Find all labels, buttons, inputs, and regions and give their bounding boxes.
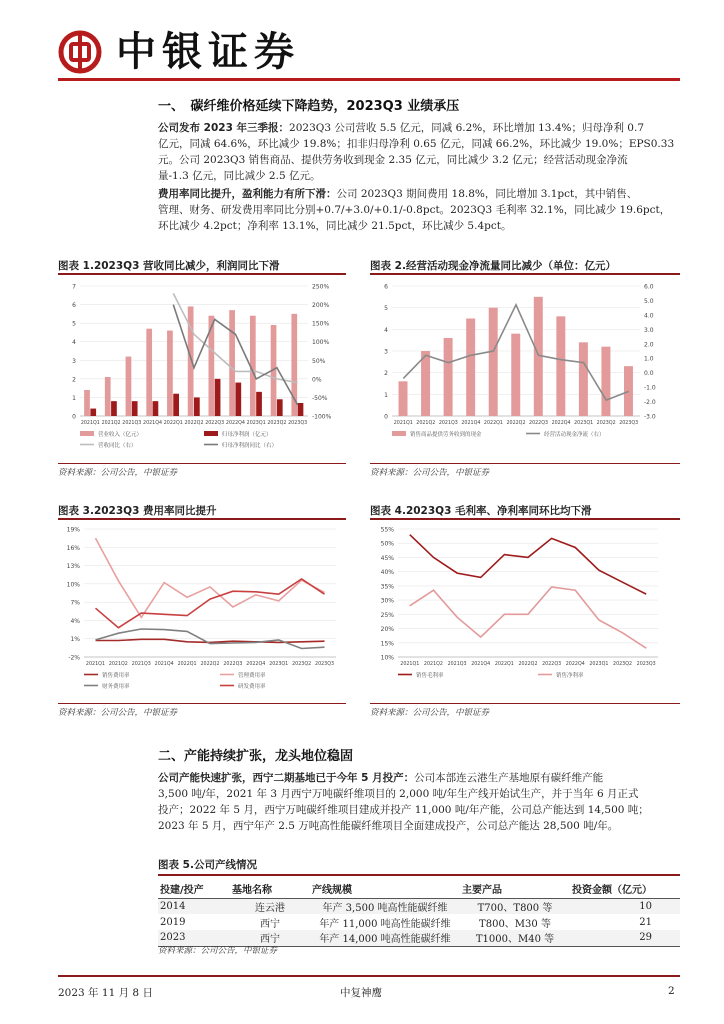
legend-label: 归母净利润（亿元） (222, 432, 272, 438)
x-tick-label: 2022Q2 (518, 662, 538, 667)
figure-5-title: 图表 5.公司产线情况 (158, 859, 257, 871)
y2-tick-label: 200% (312, 302, 330, 310)
bar (173, 394, 179, 416)
figure-2-title: 图表 2.经营活动现金净流量同比减少（单位：亿元） (370, 260, 616, 272)
y-tick-label: 20% (380, 626, 394, 634)
bar (277, 399, 283, 416)
legend-label: 归母净利润同比（右） (222, 443, 278, 449)
table-cell: 2019 (160, 916, 186, 928)
paragraph-q3-report (158, 120, 678, 184)
x-tick-label: 2023Q2 (613, 662, 633, 667)
x-tick-label: 2021Q4 (461, 421, 481, 426)
table-cell: 年产 14,000 吨高性能碳纤维 (310, 930, 460, 946)
bar (229, 310, 235, 416)
y-tick-label: 4% (70, 617, 80, 625)
legend-label: 财务费用率 (102, 684, 130, 690)
legend-label: 管理费用率 (238, 673, 266, 679)
y2-tick-label: 150% (312, 320, 330, 328)
legend-swatch (204, 431, 218, 436)
table-cell: 29 (570, 930, 680, 946)
paragraph-capacity (158, 770, 678, 834)
y-tick-label: 2 (72, 376, 76, 384)
bar (399, 381, 408, 416)
x-tick-label: 2022Q2 (506, 421, 526, 426)
y-tick-label: 16% (66, 544, 80, 552)
y-tick-label: 7 (72, 283, 76, 291)
para-line: 亿元，同减 64.6%，环比减少 19.8%；扣非归母净利 0.65 亿元，同减 66.2%，环比减少 19.0%；EPS0.33 (158, 138, 675, 150)
table-cell: T800、M30 等 (479, 918, 551, 930)
bar (235, 383, 241, 416)
legend-swatch (80, 431, 94, 436)
bar (256, 392, 262, 416)
x-tick-label: 2023Q3 (315, 662, 335, 667)
bar (126, 357, 132, 416)
y-tick-label: 6 (72, 302, 76, 310)
table-cell: 2014 (158, 898, 230, 914)
bar (215, 379, 221, 416)
x-tick-label: 2021Q3 (447, 662, 467, 667)
table-row (158, 898, 680, 914)
table-cell: 10 (570, 898, 680, 914)
series-line (410, 587, 646, 648)
brand-name: 中银证券 (116, 29, 300, 75)
series-line (96, 639, 325, 642)
y-tick-label: 50% (380, 540, 394, 548)
table-cell: 年产 11,000 吨高性能碳纤维 (319, 918, 451, 930)
y-tick-label: 40% (380, 569, 394, 577)
y-tick-label: 5 (72, 320, 76, 328)
figure-rule (58, 273, 346, 275)
y2-tick-label: 2.0 (644, 341, 654, 349)
x-tick-label: 2023Q3 (288, 421, 308, 426)
bar (90, 409, 96, 416)
x-tick-label: 2021Q1 (80, 421, 100, 426)
y2-tick-label: -3.0 (644, 413, 656, 421)
legend-label: 营收同比（右） (98, 443, 137, 449)
x-tick-label: 2022Q3 (223, 662, 243, 667)
paragraph-lead: 公司发布 2023 年三季报： (158, 122, 290, 134)
footer-date: 2023 年 11 月 8 日 (58, 987, 153, 999)
y-tick-label: -2% (68, 654, 80, 662)
figure-rule (370, 463, 680, 464)
production-lines-table (158, 880, 680, 947)
figure-source: 资料来源：公司公告，中银证券 (58, 468, 178, 478)
paragraph-lead: 公司产能快速扩张，西宁二期基地已于今年 5 月投产： (158, 772, 415, 784)
x-tick-label: 2021Q4 (154, 662, 174, 667)
legend-swatch (392, 431, 406, 436)
bar (556, 316, 565, 416)
figure-rule (158, 874, 680, 876)
bar (579, 342, 588, 416)
bar (421, 351, 430, 416)
x-tick-label: 2021Q3 (438, 421, 458, 426)
legend-label: 营业收入（亿元） (98, 432, 143, 438)
bar (444, 338, 453, 416)
para-line: 2023 年 5 月，西宁年产 2.5 万吨高性能碳纤维项目全面建成投产，公司总产能达 28,500 吨/年。 (158, 820, 619, 832)
table-header: 产线规模 (310, 880, 460, 898)
x-tick-label: 2022Q1 (483, 421, 503, 426)
paragraph-lead: 费用率同比提升，盈利能力有所下滑： (158, 188, 337, 200)
chart-operating-cashflow (370, 276, 680, 461)
figure-rule (370, 518, 680, 520)
para-line: 量-1.3 亿元，同比减少 2.5 亿元。 (158, 170, 321, 182)
x-tick-label: 2022Q3 (529, 421, 549, 426)
page-header (0, 0, 724, 84)
y2-tick-label: -100% (312, 413, 332, 421)
bar (84, 390, 90, 416)
bar (111, 401, 117, 416)
y-tick-label: 45% (380, 554, 394, 562)
table-header-row (158, 880, 680, 898)
x-tick-label: 2023Q2 (596, 421, 616, 426)
y-tick-label: 7% (70, 599, 80, 607)
para-line: 元。公司 2023Q3 销售商品、提供劳务收到现金 2.35 亿元，同比减少 3.2 亿元；经营活动现金净流 (158, 154, 628, 166)
x-tick-label: 2022Q1 (163, 421, 183, 426)
table-cell: 年产 3,500 吨高性能碳纤维 (310, 898, 460, 914)
y2-tick-label: -50% (312, 394, 328, 402)
footer-page-number: 2 (668, 985, 675, 997)
x-tick-label: 2021Q4 (143, 421, 163, 426)
x-tick-label: 2021Q2 (101, 421, 121, 426)
para-line: 3,500 吨/年，2021 年 3 月西宁万吨碳纤维项目的 2,000 吨/年生产线开始试生产，并于当年 6 月正式 (158, 788, 639, 800)
y2-tick-label: 4.0 (644, 312, 654, 320)
y-tick-label: 30% (380, 597, 394, 605)
figure-source: 资料来源：公司公告，中银证券 (58, 708, 178, 718)
series-line (96, 538, 325, 617)
y2-tick-label: 100% (312, 339, 330, 347)
x-tick-label: 2022Q4 (565, 662, 585, 667)
bar (291, 314, 297, 416)
footer-company: 中复神鹰 (340, 987, 382, 999)
y-tick-label: 10% (66, 581, 80, 589)
x-tick-label: 2021Q3 (131, 662, 151, 667)
y-tick-label: 1 (72, 394, 76, 402)
y2-tick-label: 3.0 (644, 326, 654, 334)
bank-of-china-logo-icon (58, 30, 102, 74)
x-tick-label: 2023Q2 (267, 421, 287, 426)
bar (167, 331, 173, 416)
legend-label: 经营活动现金净流（右） (544, 432, 605, 438)
x-tick-label: 2023Q1 (246, 421, 266, 426)
footer-rule (58, 975, 680, 977)
y2-tick-label: 50% (312, 357, 326, 365)
section-2-title: 二、产能持续扩张，龙头地位稳固 (158, 749, 354, 764)
paragraph-expense (158, 186, 678, 234)
y-tick-label: 19% (66, 526, 80, 534)
x-tick-label: 2022Q1 (494, 662, 514, 667)
para-line: 2023Q3 公司营收 5.5 亿元，同减 6.2%，环比增加 13.4%；归母净利 0.7 (289, 122, 645, 134)
y2-tick-label: 1.0 (644, 355, 654, 363)
x-tick-label: 2022Q1 (177, 662, 197, 667)
y-tick-label: 25% (380, 611, 394, 619)
y-tick-label: 13% (66, 563, 80, 571)
table-row (158, 914, 680, 930)
x-tick-label: 2021Q1 (400, 662, 420, 667)
header-rule (58, 78, 680, 81)
table-cell: 2023 (158, 930, 230, 946)
bar (194, 397, 200, 416)
table-cell: 连云港 (230, 898, 310, 914)
para-line: 公司本部连云港生产基地原有碳纤维产能 (414, 772, 604, 784)
table-header: 主要产品 (460, 880, 570, 898)
x-tick-label: 2021Q2 (108, 662, 128, 667)
figure-source: 资料来源：公司公告，中银证券 (370, 708, 490, 718)
x-tick-label: 2023Q3 (619, 421, 639, 426)
x-tick-label: 2023Q2 (292, 662, 312, 667)
legend-label: 研发费用率 (238, 684, 266, 690)
x-tick-label: 2021Q4 (471, 662, 491, 667)
y-tick-label: 3 (384, 348, 388, 356)
figure-rule (58, 518, 346, 520)
x-tick-label: 2022Q4 (551, 421, 571, 426)
legend-label: 销售商品提供劳务收到的现金 (410, 432, 482, 438)
table-cell: T1000、M40 等 (460, 930, 570, 946)
figure-source: 资料来源：公司公告，中银证券 (370, 468, 490, 478)
y-tick-label: 1% (70, 636, 80, 644)
x-tick-label: 2021Q1 (85, 662, 105, 667)
y-tick-label: 1 (384, 391, 388, 399)
y-tick-label: 4 (72, 339, 76, 347)
x-tick-label: 2022Q3 (205, 421, 225, 426)
bar (489, 308, 498, 416)
legend-label: 销售费用率 (102, 673, 130, 679)
table-source: 资料来源：公司公告，中银证券 (158, 946, 278, 956)
y-tick-label: 5 (384, 305, 388, 313)
y-tick-label: 10% (380, 654, 394, 662)
y2-tick-label: 0% (312, 376, 322, 384)
section-1-title: 一、 碳纤维价格延续下降趋势，2023Q3 业绩承压 (158, 99, 460, 114)
figure-rule (58, 703, 346, 704)
para-line: 投产；2022 年 5 月，西宁万吨碳纤维项目建成并投产 11,000 吨/年产能，公司总产能达到 14,500 吨； (158, 804, 649, 816)
bar (511, 334, 520, 416)
chart-margins (370, 521, 680, 701)
y2-tick-label: -1.0 (644, 384, 656, 392)
x-tick-label: 2023Q1 (269, 662, 289, 667)
series-line (410, 535, 646, 594)
y2-tick-label: 5.0 (644, 297, 654, 305)
para-line: 环比减少 4.2pct；净利率 13.1%，同比减少 21.5pct，环比减少 5.4pct。 (158, 220, 512, 232)
table-header: 基地名称 (230, 880, 310, 898)
y2-tick-label: 0.0 (644, 370, 654, 378)
x-tick-label: 2022Q2 (184, 421, 204, 426)
chart-expense-rates (58, 521, 346, 701)
x-tick-label: 2021Q2 (416, 421, 436, 426)
figure-1-title: 图表 1.2023Q3 营收同比减少，利润同比下滑 (58, 260, 280, 272)
x-tick-label: 2022Q4 (246, 662, 266, 667)
bar (466, 319, 475, 417)
bar (132, 401, 138, 416)
bar (146, 329, 152, 416)
bar (153, 401, 159, 416)
y2-tick-label: 6.0 (644, 283, 654, 291)
table-cell: 21 (639, 916, 652, 928)
bar (601, 347, 610, 416)
x-tick-label: 2022Q2 (200, 662, 220, 667)
x-tick-label: 2023Q1 (574, 421, 594, 426)
y2-tick-label: 250% (312, 283, 330, 291)
figure-rule (58, 463, 346, 464)
legend-label: 销售毛利率 (416, 673, 444, 679)
y-tick-label: 0 (72, 413, 76, 421)
x-tick-label: 2023Q1 (589, 662, 609, 667)
y-tick-label: 55% (380, 526, 394, 534)
table-cell: 西宁 (260, 918, 280, 930)
para-line: 管理、财务、研发费用率同比分别+0.7/+3.0/+0.1/-0.8pct。2023Q3 毛利率 32.1%，同比减少 19.6pct， (158, 204, 671, 216)
y2-tick-label: -2.0 (644, 399, 656, 407)
table-header: 投建/投产 (158, 880, 230, 898)
table-cell: T700、T800 等 (460, 898, 570, 914)
y-tick-label: 4 (384, 326, 388, 334)
x-tick-label: 2023Q3 (636, 662, 656, 667)
table-header: 投资金额（亿元） (570, 880, 680, 898)
figure-4-title: 图表 4.2023Q3 毛利率、净利率同环比均下滑 (370, 505, 592, 517)
bar (298, 403, 304, 416)
y-tick-label: 6 (384, 283, 388, 291)
figure-rule (370, 273, 680, 275)
bar (105, 377, 111, 416)
figure-3-title: 图表 3.2023Q3 费用率同比提升 (58, 505, 217, 517)
x-tick-label: 2022Q4 (225, 421, 245, 426)
y-tick-label: 35% (380, 583, 394, 591)
y-tick-label: 3 (72, 357, 76, 365)
legend-label: 销售净利率 (556, 673, 584, 679)
x-tick-label: 2022Q3 (542, 662, 562, 667)
chart-revenue-profit (58, 276, 346, 461)
y-tick-label: 2 (384, 370, 388, 378)
x-tick-label: 2021Q2 (423, 662, 443, 667)
x-tick-label: 2021Q3 (122, 421, 142, 426)
x-tick-label: 2021Q1 (393, 421, 413, 426)
figure-rule (370, 703, 680, 704)
y-tick-label: 15% (380, 640, 394, 648)
table-cell: 西宁 (230, 930, 310, 946)
y-tick-label: 0 (384, 413, 388, 421)
para-line: 公司 2023Q3 期间费用 18.8%，同比增加 3.1pct，其中销售、 (336, 188, 638, 200)
